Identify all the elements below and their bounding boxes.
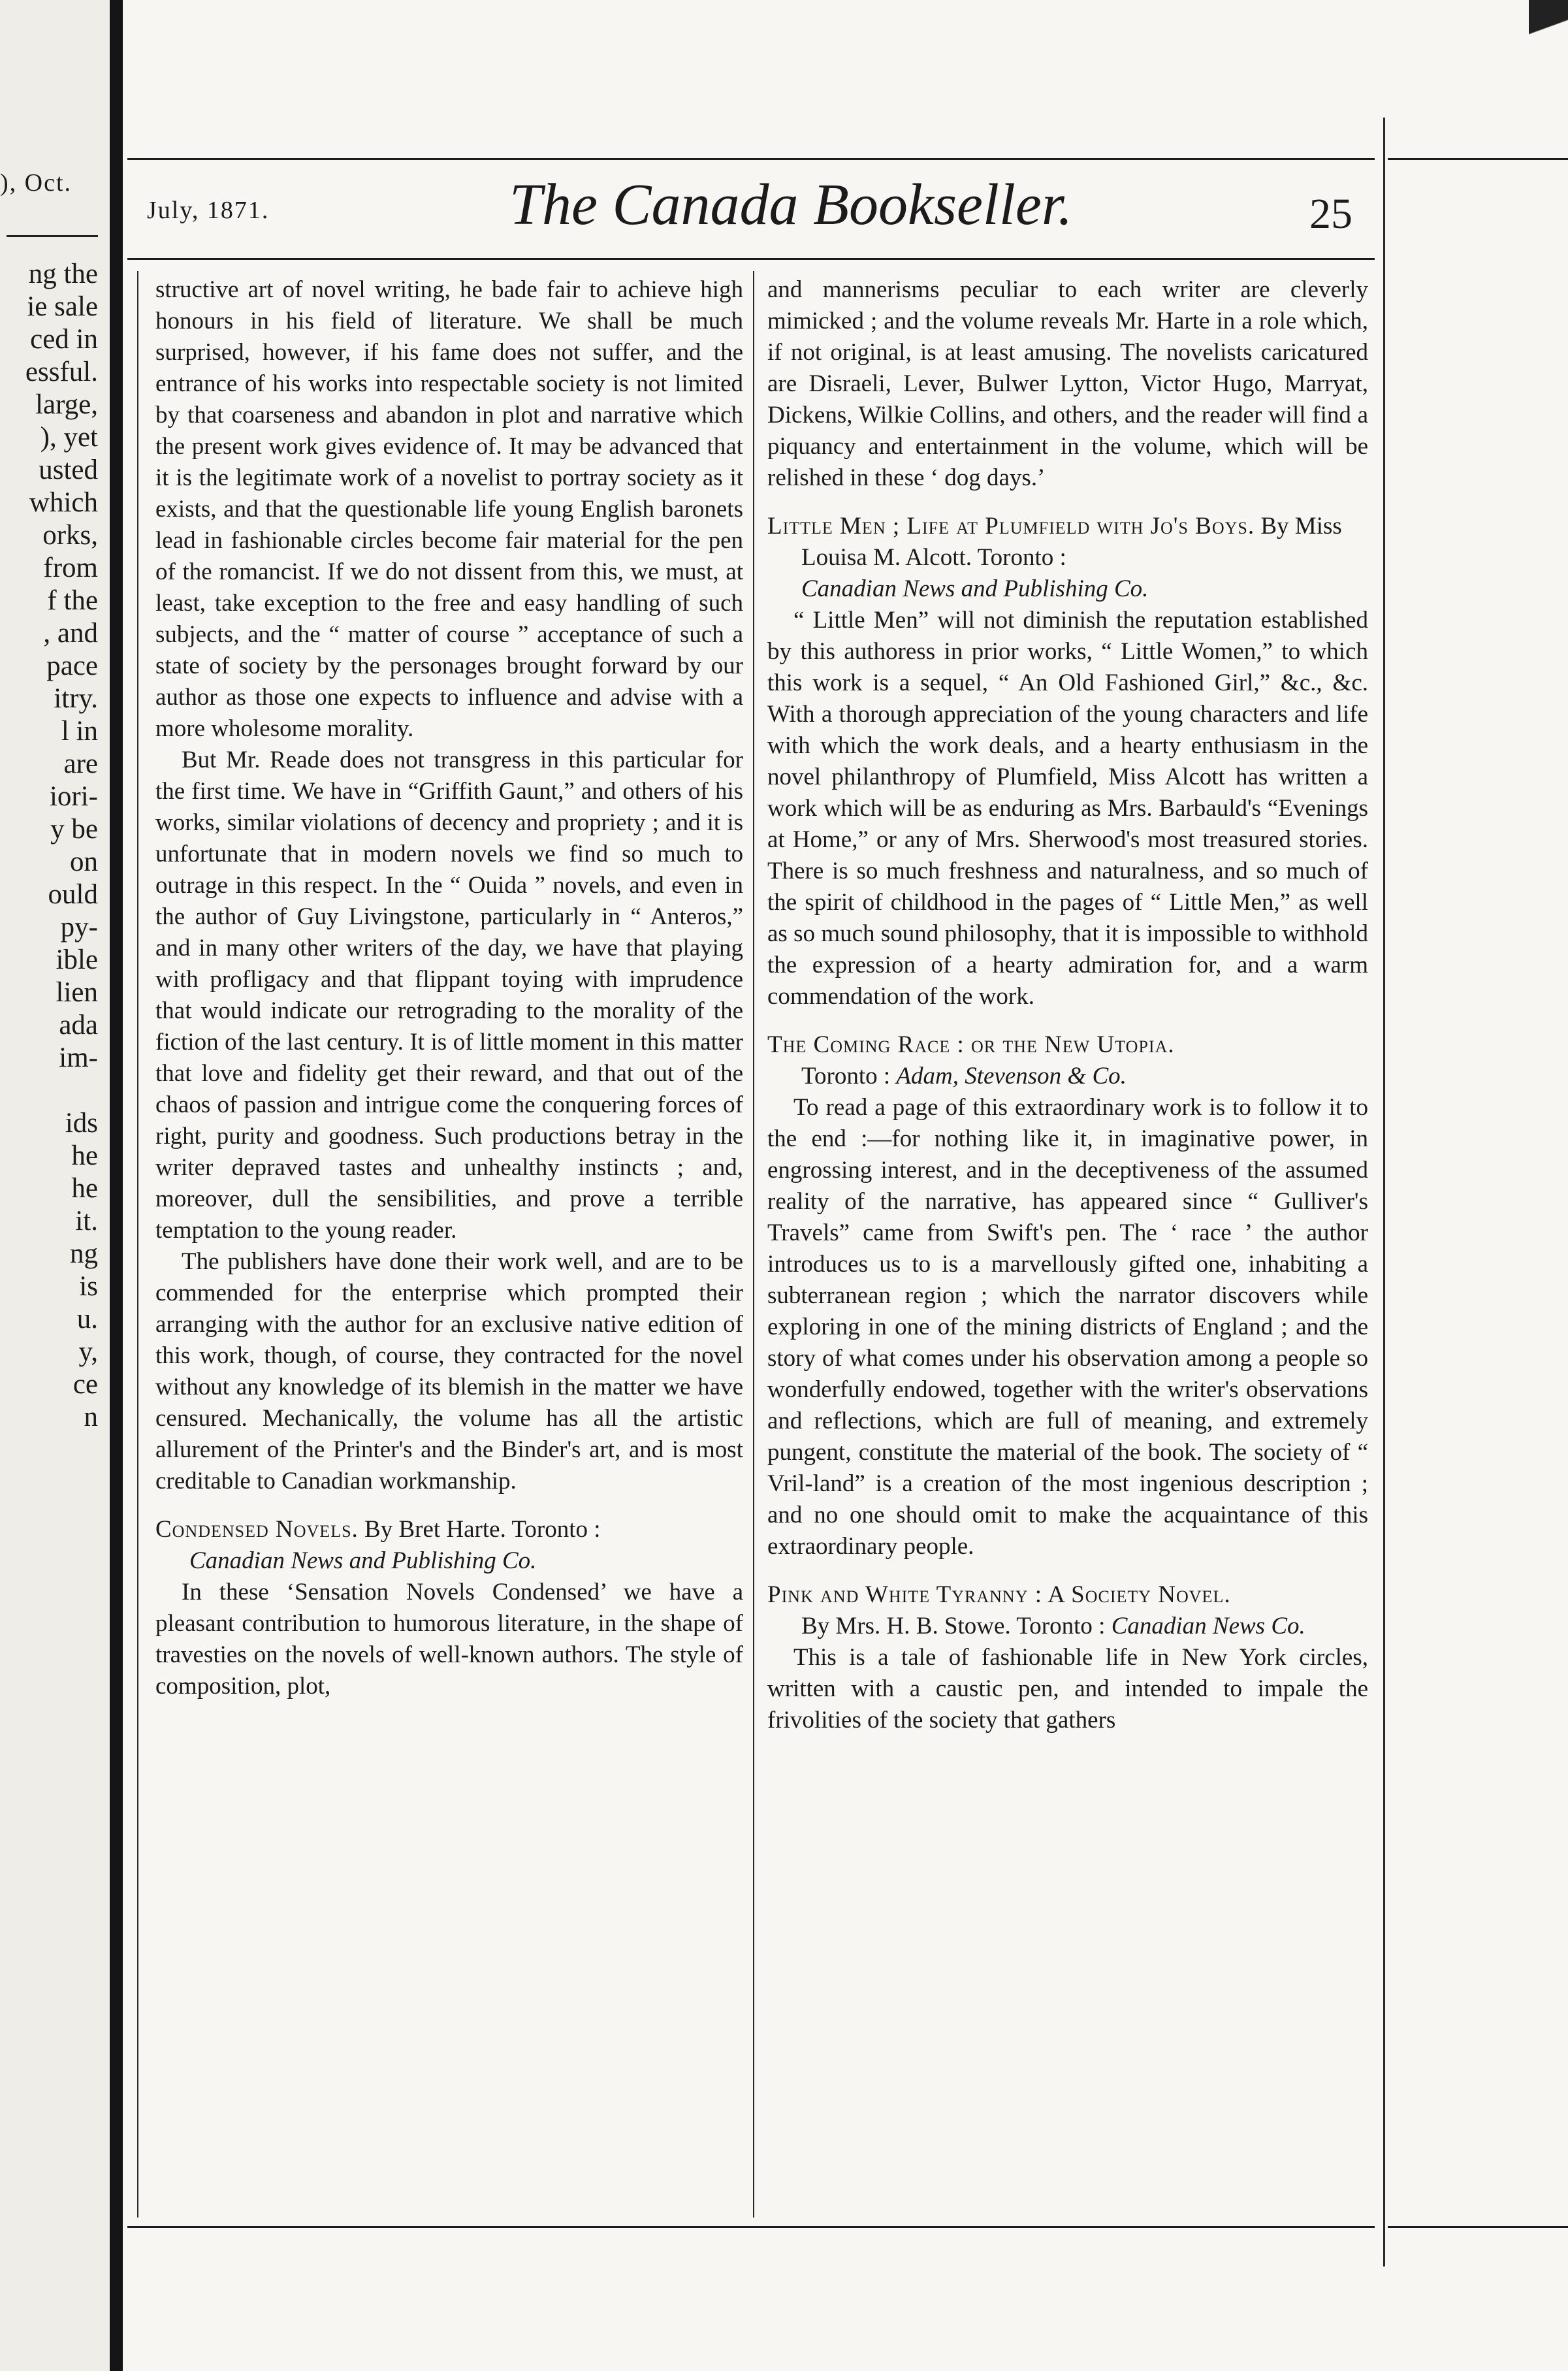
previous-page-line: ie sale	[27, 291, 98, 322]
review-byline: By Mrs. H. B. Stowe. Toronto :	[801, 1613, 1106, 1639]
previous-page-line: ids	[65, 1108, 98, 1138]
previous-page-line: pace	[46, 651, 98, 681]
page-number: 25	[1309, 190, 1352, 238]
previous-page-line: from	[43, 553, 98, 583]
left-column-rule	[137, 271, 138, 2218]
review-little-men	[767, 511, 1368, 1012]
previous-page-line: which	[29, 487, 98, 518]
review-heading	[767, 1579, 1368, 1642]
right-column	[767, 274, 1368, 1736]
review-pink-white-tyranny	[767, 1579, 1368, 1736]
previous-page-line: iori-	[49, 781, 98, 812]
previous-page-line: he	[71, 1173, 98, 1204]
previous-page-line: n	[84, 1402, 98, 1432]
review-body: To read a page of this extraordinary work is to follow it to the end :—for nothing like it, in imaginative power, in engrossing interest, and in the deceptiveness of the assumed reality of the narrative, has appeared since “ Gulliver's Travels” came from Swift's pen. The ‘ race ’ the author introduces us to is a marvellously gifted one, inhabiting a subterranean region ; which the narrator discovers while exploring in one of the mining districts of England ; and the story of what comes under his observation among a people so wonderfully endowed, together with the writer's observations and reflections, which are full of meaning, and extremely pungent, constitute the material of the book. The society of “ Vril-land” is a creation of the most ingenious description ; and no one should omit to make the acquaintance of this extraordinary people.	[767, 1094, 1368, 1560]
previous-page-header: ), Oct.	[0, 169, 72, 197]
page-corner-shadow	[1529, 0, 1568, 98]
issue-date: July, 1871.	[147, 197, 270, 224]
header-bottom-rule	[127, 258, 1375, 260]
previous-page-line: ced in	[30, 324, 98, 355]
review-heading	[767, 511, 1368, 605]
header-top-rule	[127, 158, 1375, 160]
review-body: This is a tale of fashionable life in New York circles, written with a caustic pen, and intended to impale the frivolities of the society that gathers	[767, 1644, 1368, 1734]
right-margin-rule	[1383, 118, 1385, 2266]
review-byline: By Bret Harte. Toronto :	[364, 1516, 601, 1543]
review-title: Pink and White Tyranny : A Society Novel.	[767, 1581, 1231, 1608]
publication-title: The Canada Bookseller.	[509, 172, 1073, 237]
article-paragraph: structive art of novel writing, he bade fair to achieve high honours in his field of literature. We shall be much surprised, however, if his fame does not suffer, and the entrance of his works into respectable society is not limited by that coarseness and abandon in plot and narrative which the present work gives evidence of. It may be advanced that it is the legitimate work of a novelist to portray society as it exists, and that the questionable life young English baronets lead in fashionable circles become fair material for the pen of the romancist. If we do not dissent from this, we must, at least, take exception to the free and easy handling of such subjects, and the “ matter of course ” acceptance of such a state of society by the personages brought forward by our author as those one expects to influence and advise with a more wholesome morality.	[155, 276, 743, 742]
binding-edge	[110, 0, 123, 2371]
previous-page-line: orks,	[42, 520, 98, 551]
previous-page-line: ould	[48, 879, 98, 910]
previous-page-line: ible	[56, 944, 98, 975]
review-publisher: Canadian News Co.	[1111, 1613, 1305, 1639]
article-continuation: and mannerisms peculiar to each writer are cleverly mimicked ; and the volume reveals Mr. Harte in a role which, if not original, is at least amusing. The novelists caricatured are Disraeli, Lever, Bulwer Lytton, Victor Hugo, Marryat, Dickens, Wilkie Collins, and others, and the reader will find a piquancy and entertainment in the volume, which will be relished in these ‘ dog days.’	[767, 276, 1368, 491]
previous-page-line: py-	[60, 912, 98, 943]
article-paragraph: The publishers have done their work well, and are to be commended for the enterprise which prompted their arranging with the author for an exclusive native edition of this work, though, of course, they contracted for the novel without any knowledge of its blemish in the matter we have censured. Mechanically, the volume has all the artistic allurement of the Printer's and the Binder's art, and is most creditable to Canadian workmanship.	[155, 1248, 743, 1494]
column-divider	[753, 271, 754, 2218]
previous-page-line: essful.	[25, 357, 98, 387]
previous-page-line: ng the	[28, 259, 98, 289]
review-body: In these ‘Sensation Novels Condensed’ we have a pleasant contribution to humorous literature, in the shape of travesties on the novels of well-known authors. The style of composition, plot,	[155, 1579, 743, 1700]
previous-page-line: y,	[78, 1336, 98, 1367]
review-publisher: Adam, Stevenson & Co.	[896, 1063, 1127, 1089]
review-condensed-novels	[155, 1514, 743, 1702]
previous-page-line: y be	[50, 814, 98, 845]
previous-page-line: itry.	[54, 683, 98, 714]
footer-rule	[127, 2226, 1375, 2228]
previous-page-line: on	[70, 847, 98, 877]
previous-page-rule	[7, 235, 98, 237]
previous-page-line: usted	[39, 455, 98, 485]
review-title: The Coming Race : or the New Utopia.	[767, 1031, 1175, 1058]
previous-page-line: large,	[35, 389, 98, 420]
previous-page-line	[0, 1074, 98, 1107]
review-heading	[155, 1514, 743, 1577]
previous-page-line: ada	[59, 1010, 98, 1040]
previous-page-line: are	[63, 749, 98, 779]
review-publisher: Canadian News and Publishing Co.	[189, 1547, 537, 1574]
previous-page-line: ng	[70, 1238, 98, 1269]
review-title: Little Men ; Life at Plumfield with Jo's Boys.	[767, 513, 1255, 540]
previous-page-line: ), yet	[40, 422, 98, 453]
previous-page-line: he	[71, 1140, 98, 1171]
previous-page-line: , and	[43, 618, 98, 649]
review-title: Condensed Novels.	[155, 1516, 359, 1543]
left-column	[155, 274, 743, 1702]
review-heading	[767, 1029, 1368, 1092]
previous-page-line: lien	[56, 977, 98, 1008]
footer-rule-right	[1388, 2226, 1568, 2228]
previous-page-line: u.	[76, 1304, 98, 1334]
header-top-rule-right	[1388, 158, 1568, 160]
previous-page-line: is	[79, 1271, 98, 1302]
article-paragraph: But Mr. Reade does not transgress in this particular for the first time. We have in “Griffith Gaunt,” and others of his works, similar violations of decency and propriety ; and it is unfortunate that in modern novels we find so much to outrage in this respect. In the “ Ouida ” novels, and even in the author of Guy Livingstone, particularly in “ Anteros,” and in many other writers of the day, we have that playing with profligacy and that flippant toying with imprudence that would indicate our retrograding to the morality of the fiction of the last century. It is of little moment in this matter that love and fidelity get their reward, and that out of the chaos of passion and intrigue come the conquering forces of right, purity and goodness. Such productions betray in the writer depraved tastes and unhealthy instincts ; and, moreover, dull the sensibilities, and prove a terrible temptation to the young reader.	[155, 747, 743, 1244]
previous-page-line: it.	[75, 1206, 98, 1236]
previous-page-text	[0, 258, 98, 1434]
review-byline: By Miss Louisa M. Alcott. Toronto :	[801, 513, 1342, 571]
previous-page-line: f the	[47, 585, 98, 616]
previous-page-line: l in	[61, 716, 98, 747]
review-publisher: Canadian News and Publishing Co.	[801, 575, 1149, 602]
review-body: “ Little Men” will not diminish the reputation established by this authoress in prior works, “ Little Women,” to which this work is a sequel, “ An Old Fashioned Girl,” &c., &c. With a thorough appreciation of the young characters and life with which the work deals, and a hearty enthusiasm in the novel philanthropy of Plumfield, Miss Alcott has written a work which will be as enduring as Mrs. Barbauld's “Evenings at Home,” or any of Mrs. Sherwood's most treasured stories. There is so much freshness and naturalness, and so much of the spirit of childhood in the pages of “ Little Men,” as well as so much sound philosophy, that it is impossible to withhold the expression of a hearty admiration for, and a warm commendation of the work.	[767, 607, 1368, 1010]
review-byline: Toronto :	[801, 1063, 891, 1089]
previous-page-line: im-	[59, 1042, 98, 1073]
review-coming-race	[767, 1029, 1368, 1562]
previous-page-line: ce	[72, 1369, 98, 1400]
